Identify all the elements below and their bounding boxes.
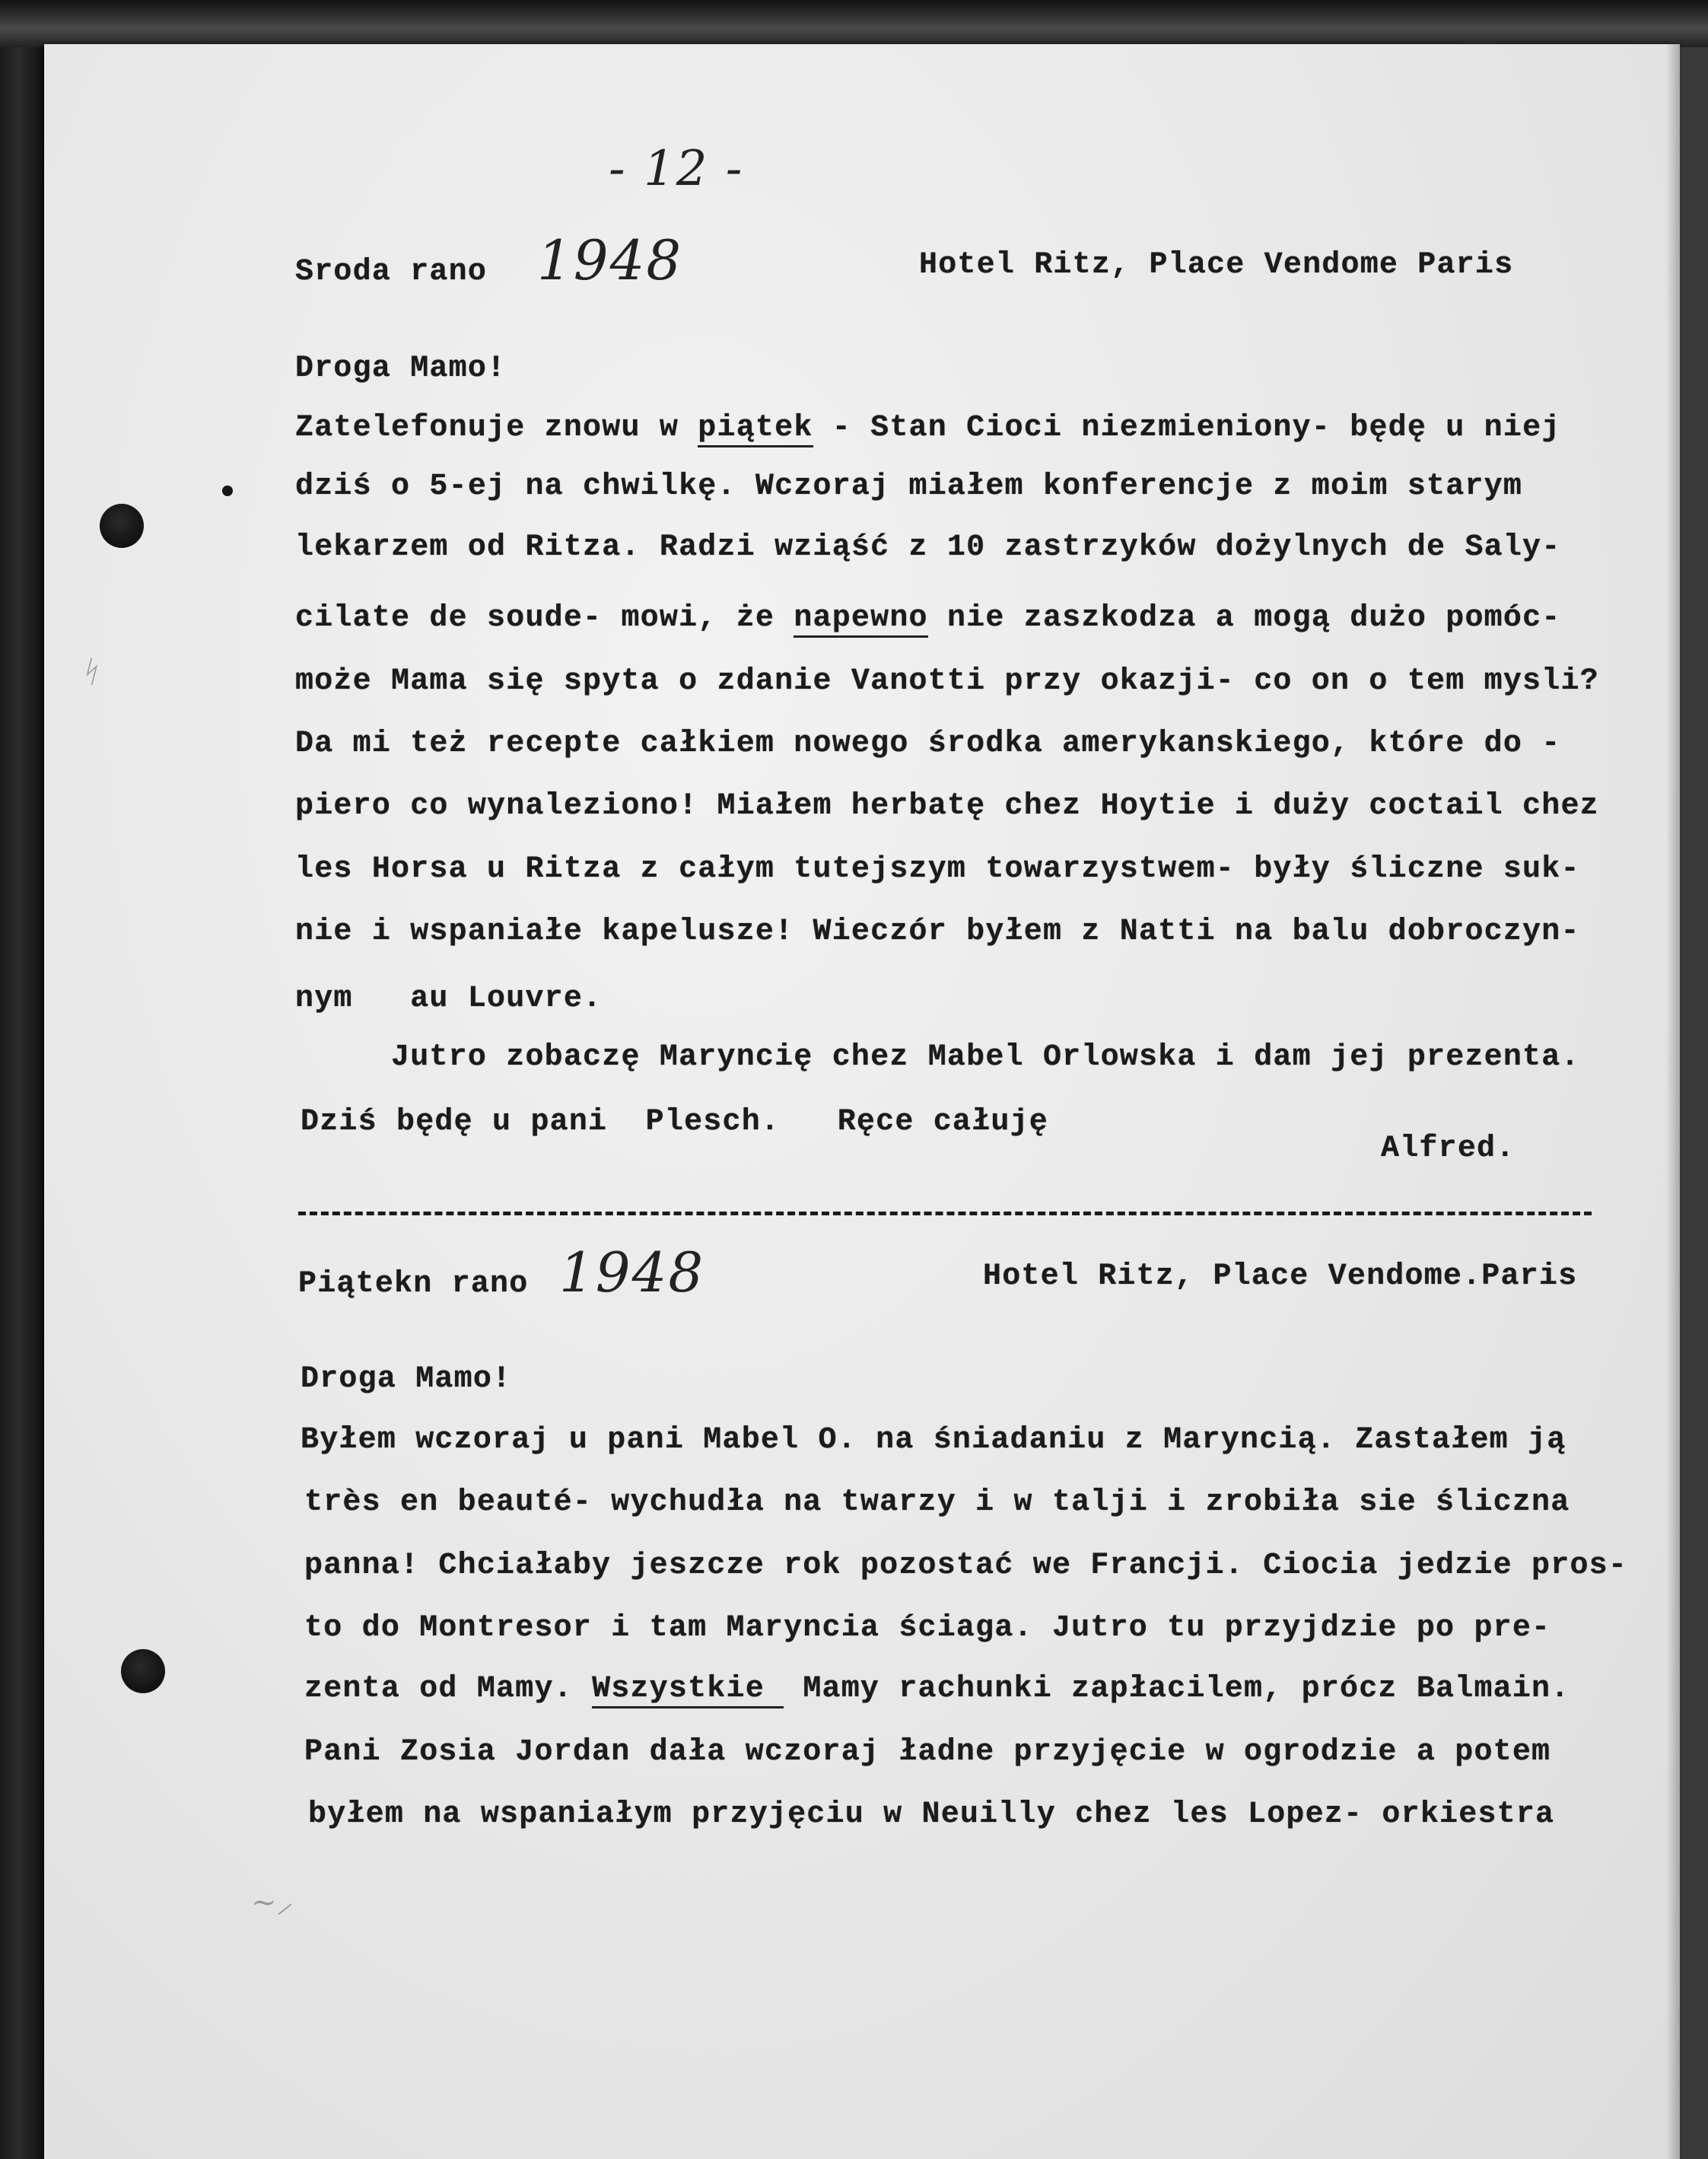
letter1-year-note: 1948 <box>537 228 683 292</box>
letter1-line: Zatelefonuje znowu w piątek - Stan Cioci niezmieniony- będę u niej <box>295 411 1560 445</box>
letter1-signature: Alfred. <box>1381 1132 1516 1166</box>
ink-dot <box>222 486 233 496</box>
letter1-line: Jutro zobaczę Maryncię chez Mabel Orlowska i dam jej prezenta. <box>295 1040 1580 1075</box>
letter1-line: nie i wspaniałe kapelusze! Wieczór byłem z Natti na balu dobroczyn- <box>295 915 1580 949</box>
letter1-line: lekarzem od Ritza. Radzi wziąść z 10 zastrzyków dożylnych de Saly- <box>295 530 1561 565</box>
letter1-line: Dziś będę u pani Plesch. Ręce całuję <box>301 1105 1048 1139</box>
letter2-line: Byłem wczoraj u pani Mabel O. na śniadaniu z Maryncią. Zastałem ją <box>301 1423 1566 1457</box>
letter2-line: to do Montresor i tam Maryncia ściaga. Jutro tu przyjdzie po pre- <box>304 1611 1551 1645</box>
page-number: - 12 - <box>609 141 744 197</box>
letter2-line: zenta od Mamy. Wszystkie Mamy rachunki zapłacilem, prócz Balmain. <box>304 1672 1570 1706</box>
letter2-line: très en beauté- wychudła na twarzy i w talji i zrobiła sie śliczna <box>304 1486 1570 1520</box>
letter2-date: Piątekn rano <box>298 1267 529 1301</box>
underlined-word: Wszystkie <box>592 1672 784 1708</box>
document-page <box>44 44 1680 2159</box>
page-edge-shadow <box>1666 44 1680 2159</box>
letter2-line: Pani Zosia Jordan dała wczoraj ładne przyjęcie w ogrodzie a potem <box>304 1735 1551 1769</box>
faint-mark: ~⸝ <box>251 1885 292 1920</box>
letter2-salutation: Droga Mamo! <box>301 1362 512 1396</box>
letter1-line: les Horsa u Ritza z całym tutejszym towarzystwem- były śliczne suk- <box>295 852 1580 887</box>
letter1-line: piero co wynaleziono! Miałem herbatę chez Hoytie i duży coctail chez <box>295 789 1599 823</box>
divider-text <box>298 1187 1592 1210</box>
letter1-address: Hotel Ritz, Place Vendome Paris <box>919 248 1514 282</box>
letter1-date: Sroda rano <box>295 255 488 289</box>
letter1-salutation: Droga Mamo! <box>295 352 507 386</box>
underlined-word: piątek <box>698 411 813 447</box>
letter1-line: dziś o 5-ej na chwilkę. Wczoraj miałem konferencje z moim starym <box>295 470 1523 504</box>
letter2-year-note: 1948 <box>559 1240 705 1304</box>
underlined-word: napewno <box>794 601 927 638</box>
faint-mark: ᛋ <box>80 654 98 689</box>
letter2-line: panna! Chciałaby jeszcze rok pozostać we Francji. Ciocia jedzie pros- <box>304 1549 1628 1583</box>
punch-hole-top <box>100 504 144 548</box>
scan-border-left <box>0 0 46 2159</box>
punch-hole-bottom <box>121 1649 165 1693</box>
letter1-line: nym au Louvre. <box>295 982 603 1016</box>
letter1-line: Da mi też recepte całkiem nowego środka amerykanskiego, które do - <box>295 727 1561 761</box>
letter2-line: byłem na wspaniałym przyjęciu w Neuilly chez les Lopez- orkiestra <box>308 1798 1555 1832</box>
letter1-line: może Mama się spyta o zdanie Vanotti przy okazji- co on o tem mysli? <box>295 664 1599 699</box>
letter2-address: Hotel Ritz, Place Vendome.Paris <box>983 1259 1578 1294</box>
letter-divider <box>298 1212 1592 1215</box>
scan-border-top <box>0 0 1708 47</box>
letter1-line: cilate de soude- mowi, że napewno nie zaszkodza a mogą dużo pomóc- <box>295 601 1560 635</box>
